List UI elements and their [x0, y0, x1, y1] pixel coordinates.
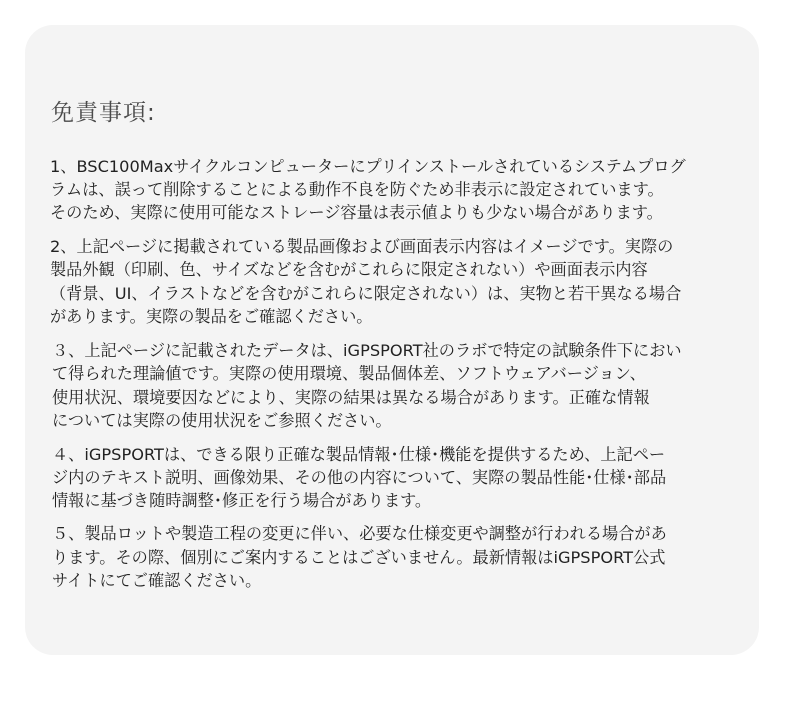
paragraph-line: て得られた理論値です。実際の使用環境、製品個体差、ソフトウェアバージョン、 — [52, 364, 646, 383]
paragraph-line: ５、製品ロットや製造工程の変更に伴い、必要な仕様変更や調整が行われる場合があ — [52, 524, 667, 543]
paragraph-line: 2、上記ページに掲載されている製品画像および画面表示内容はイメージです。実際の — [50, 237, 674, 256]
paragraph-line: ４、iGPSPORTは、できる限り正確な製品情報･仕様･機能を提供するため、上記ペー — [52, 445, 666, 464]
paragraph-line: があります。実際の製品をご確認ください。 — [50, 307, 373, 326]
paragraph-line: サイトにてご確認ください。 — [52, 571, 262, 590]
paragraph-line: ラムは、誤って削除することによる動作不良を防ぐため非表示に設定されています。 — [50, 180, 664, 199]
paragraph-line: 1、BSC100Maxサイクルコンピューターにプリインストールされているシステムプログ — [50, 157, 686, 176]
paragraph-line: 使用状況、環境要因などにより、実際の結果は異なる場合があります。正確な情報 — [52, 388, 650, 407]
paragraph-line: ３、上記ページに記載されたデータは、iGPSPORT社のラボで特定の試験条件下におい — [52, 341, 682, 360]
paragraph-line: については実際の使用状況をご参照ください。 — [52, 411, 392, 430]
paragraph-line: 情報に基づき随時調整･修正を行う場合があります。 — [52, 491, 432, 510]
paragraph-line: ジ内のテキスト説明、画像効果、その他の内容について、実際の製品性能･仕様･部品 — [52, 468, 667, 487]
disclaimer-title: 免責事項: — [51, 100, 156, 126]
paragraph-line: 製品外観（印刷、色、サイズなどを含むがこれらに限定されない）や画面表示内容 — [50, 260, 648, 279]
paragraph-line: ります。その際、個別にご案内することはございません。最新情報はiGPSPORT公式 — [52, 548, 666, 567]
paragraph-line: そのため、実際に使用可能なストレージ容量は表示値よりも少ない場合があります。 — [50, 203, 663, 222]
paragraph-line: （背景、UI、イラストなどを含むがこれらに限定されない）は、実物と若干異なる場合 — [50, 284, 682, 303]
